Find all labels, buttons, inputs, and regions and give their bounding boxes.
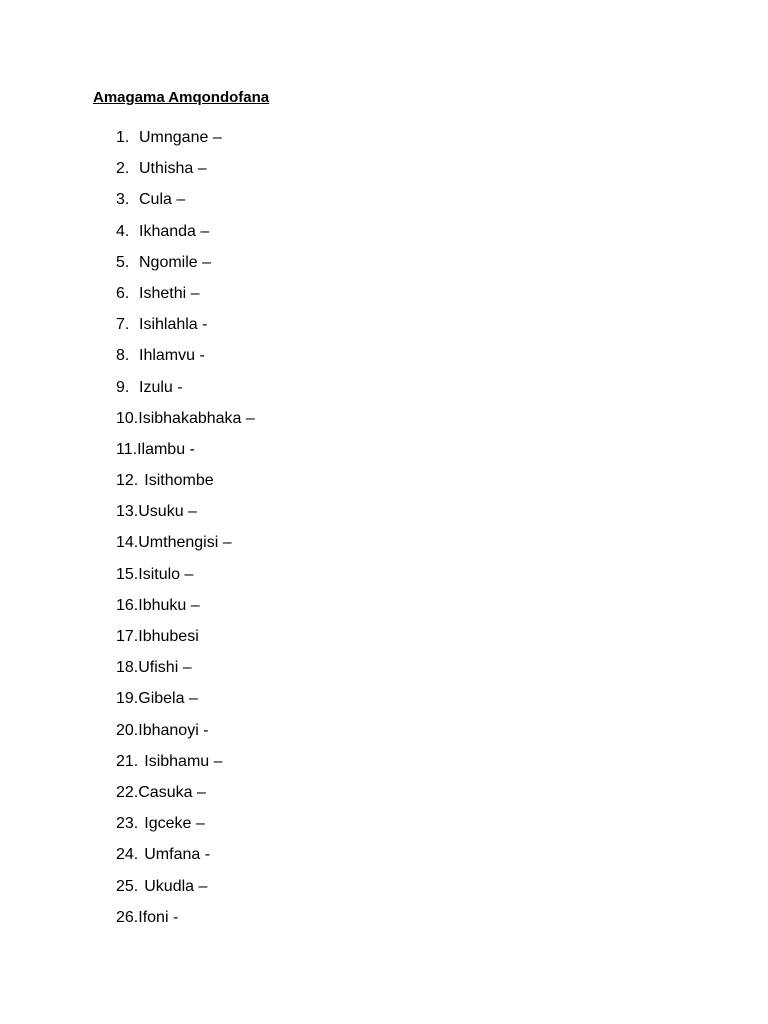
list-item-number: 4. bbox=[116, 222, 130, 240]
list-item-text: Isitulo – bbox=[138, 565, 194, 583]
list-item-number: 15. bbox=[116, 565, 139, 583]
list-item-text: Ngomile – bbox=[139, 253, 212, 271]
list-item bbox=[116, 627, 255, 658]
list-item-text: Ukudla – bbox=[144, 877, 208, 895]
list-item-text: Ilambu - bbox=[137, 440, 195, 458]
list-item bbox=[116, 378, 255, 409]
list-item-text: Ibhuku – bbox=[138, 596, 200, 614]
list-item-number: 11. bbox=[116, 440, 138, 458]
list-item-text: Igceke – bbox=[144, 815, 205, 833]
list-item bbox=[116, 284, 255, 315]
list-item-number: 3. bbox=[116, 191, 130, 209]
list-item bbox=[116, 533, 255, 564]
list-item bbox=[116, 222, 255, 253]
list-item bbox=[116, 689, 255, 720]
list-item-number: 26. bbox=[116, 908, 139, 926]
list-item-text: Ikhanda – bbox=[139, 222, 210, 240]
list-item-text: Cula – bbox=[139, 191, 186, 209]
list-item-number: 1. bbox=[116, 129, 130, 146]
list-item-text: Ishethi – bbox=[139, 284, 200, 302]
list-item-text: Casuka – bbox=[138, 783, 206, 801]
list-item-text: Ibhubesi bbox=[138, 628, 199, 645]
list-item-text: Isithombe bbox=[144, 472, 214, 490]
list-item-text: Ihlamvu - bbox=[139, 347, 205, 365]
list-item-number: 16. bbox=[116, 596, 139, 614]
list-item-number: 6. bbox=[116, 284, 130, 302]
list-item-number: 10. bbox=[116, 409, 139, 427]
list-item-text: Usuku – bbox=[138, 503, 197, 521]
list-item-text: Isihlahla - bbox=[139, 316, 208, 334]
list-item-number: 2. bbox=[116, 160, 130, 178]
list-item-number: 24. bbox=[116, 846, 139, 864]
list-item-number: 14. bbox=[116, 534, 139, 552]
list-item-number: 18. bbox=[116, 659, 139, 677]
list-item bbox=[116, 908, 255, 939]
list-item-number: 7. bbox=[116, 316, 130, 334]
list-item-number: 17. bbox=[116, 628, 139, 645]
list-item-number: 5. bbox=[116, 253, 130, 271]
list-item-number: 23. bbox=[116, 815, 139, 833]
list-item-text: Ibhanoyi - bbox=[138, 721, 209, 739]
list-item-number: 12. bbox=[116, 472, 139, 490]
list-item bbox=[116, 253, 255, 284]
list-item-text: Uthisha – bbox=[139, 160, 207, 178]
list-item-text: Gibela – bbox=[138, 690, 198, 708]
list-item-number: 20. bbox=[116, 721, 139, 739]
list-item bbox=[116, 783, 255, 814]
list-item-text: Ifoni - bbox=[138, 908, 179, 926]
list-item-text: Ufishi – bbox=[138, 659, 192, 677]
list-item-text: Isibhakabhaka – bbox=[138, 409, 255, 427]
list-item-number: 25. bbox=[116, 877, 139, 895]
list-item bbox=[116, 877, 255, 908]
list-item bbox=[116, 596, 255, 627]
list-item bbox=[116, 346, 255, 377]
list-item bbox=[116, 315, 255, 346]
list-item bbox=[116, 502, 255, 533]
list-item-text: Umngane – bbox=[139, 129, 222, 146]
list-item bbox=[116, 721, 255, 752]
list-item-text: Izulu - bbox=[139, 378, 183, 396]
list-item bbox=[116, 159, 255, 190]
list-item bbox=[116, 440, 255, 471]
list-item-number: 9. bbox=[116, 378, 130, 396]
document-title: Amagama Amqondofana bbox=[93, 89, 270, 106]
list-item-number: 22. bbox=[116, 783, 139, 801]
list-item-number: 21. bbox=[116, 752, 139, 770]
list-item bbox=[116, 752, 255, 783]
list-item bbox=[116, 814, 255, 845]
list-item bbox=[116, 409, 255, 440]
list-item-text: Umthengisi – bbox=[138, 534, 232, 552]
list-item-number: 13. bbox=[116, 503, 139, 521]
list-item bbox=[116, 471, 255, 502]
list-item-number: 8. bbox=[116, 347, 130, 365]
list-item-number: 19. bbox=[116, 690, 139, 708]
list-item bbox=[116, 128, 255, 159]
list-item-text: Isibhamu – bbox=[144, 752, 223, 770]
list-item bbox=[116, 190, 255, 221]
list-item-text: Umfana - bbox=[144, 846, 211, 864]
list-item bbox=[116, 658, 255, 689]
word-list bbox=[116, 128, 255, 939]
list-item bbox=[116, 845, 255, 876]
list-item bbox=[116, 565, 255, 596]
